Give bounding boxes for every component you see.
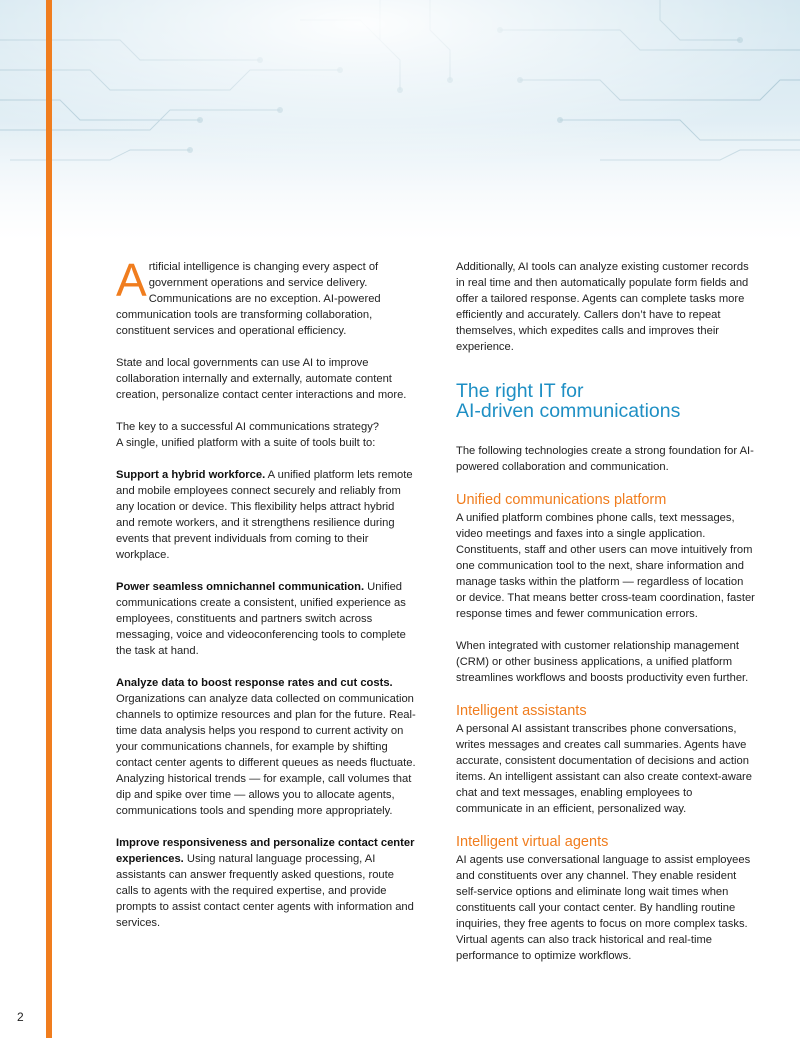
paragraph-unified-platform: A unified platform combines phone calls, text messages, video meetings and faxes into a single application. Constituents, staff and other users can move intuitively from one communication tool to the next, share information and manage tasks within the platform — regardless of location or device. That means better cross-team coordination, faster response times and fewer communication errors. (456, 512, 755, 620)
accent-bar (46, 0, 52, 1038)
paragraph-virtual-agents: AI agents use conversational language to assist employees and constituents over any channel. They enable resident self-service options and eliminate long wait times when constituents call your contact center. By handling routine inquiries, they free agents to focus on more complex tasks. Virtual agents can also track historical and real-time performance to optimize workflows. (456, 854, 751, 962)
intro-text: rtificial intelligence is changing every aspect of government operations and service delivery. Communications are no exception. AI-powered communication tools are transforming collaboration, constituent services and operational efficiency. (116, 261, 381, 337)
subheading-unified-platform: Unified communications platform (456, 492, 667, 508)
circuit-background-graphic (0, 0, 800, 240)
paragraph-intelligent-assistants: A personal AI assistant transcribes phone conversations, writes messages and creates call summaries. Agents have accurate, consistent documentation of decisions and action items. An intelligent assistant can also create context-aware chat and text messages, enabling employees to communicate in an efficient, personalized way. (456, 723, 752, 815)
drop-cap: A (116, 254, 147, 306)
paragraph-additionally: Additionally, AI tools can analyze existing customer records in real time and then automatically populate form fields and offer a tailored response. Agents can complete tasks more efficiently and accurately. Callers don’t have to repeat themselves, which expedites calls and improves their experience. (456, 261, 749, 353)
item-contact-center: Improve responsiveness and personalize contact center experiences. Using natural language processing, AI assistants can answer frequently asked questions, route calls to agents with the required expertise, and provide prompts to assist contact center agents with information and services. (116, 837, 415, 929)
section-heading: The right IT for AI-driven communications (456, 380, 681, 422)
hero-image (0, 0, 800, 240)
page-number: 2 (17, 1010, 24, 1024)
subheading-virtual-agents: Intelligent virtual agents (456, 834, 609, 850)
item-analyze-data: Analyze data to boost response rates and cut costs. Organizations can analyze data collected on communication channels to optimize resources and plan for the future. Real-time data analysis helps you respond to current activity on your communications channels, for example by shifting contact center agents to different queues as needs fluctuate. Analyzing historical trends — for example, call volumes that dip and spike over time — allows you to allocate agents, communications tools and spending more appropriately. (116, 677, 416, 817)
paragraph-foundation: The following technologies create a strong foundation for AI-powered collaboration and communication. (456, 445, 754, 473)
left-column (116, 254, 416, 947)
paragraph-ai-uses: State and local governments can use AI to improve collaboration internally and externally, automate content creation, personalize contact center interactions and more. (116, 357, 407, 401)
paragraph-key-strategy: The key to a successful AI communications strategy? A single, unified platform with a suite of tools built to: (116, 421, 380, 449)
paragraph-crm: When integrated with customer relationship management (CRM) or other business applications, a unified platform streamlines workflows and boosts productivity even further. (456, 640, 749, 684)
right-column (456, 259, 756, 980)
subheading-intelligent-assistants: Intelligent assistants (456, 703, 587, 719)
item-hybrid-workforce: Support a hybrid workforce. A unified platform lets remote and mobile employees connect securely and reliably from any location or device. This flexibility helps attract hybrid and remote workers, and it strengthens resilience during events that prevent individuals from coming to their workplace. (116, 469, 413, 561)
intro-paragraph (116, 254, 416, 339)
item-omnichannel: Power seamless omnichannel communication. Unified communications create a consistent, unified experience as employees, constituents and partners switch across messaging, voice and videoconferencing tools to complete the task at hand. (116, 581, 406, 657)
